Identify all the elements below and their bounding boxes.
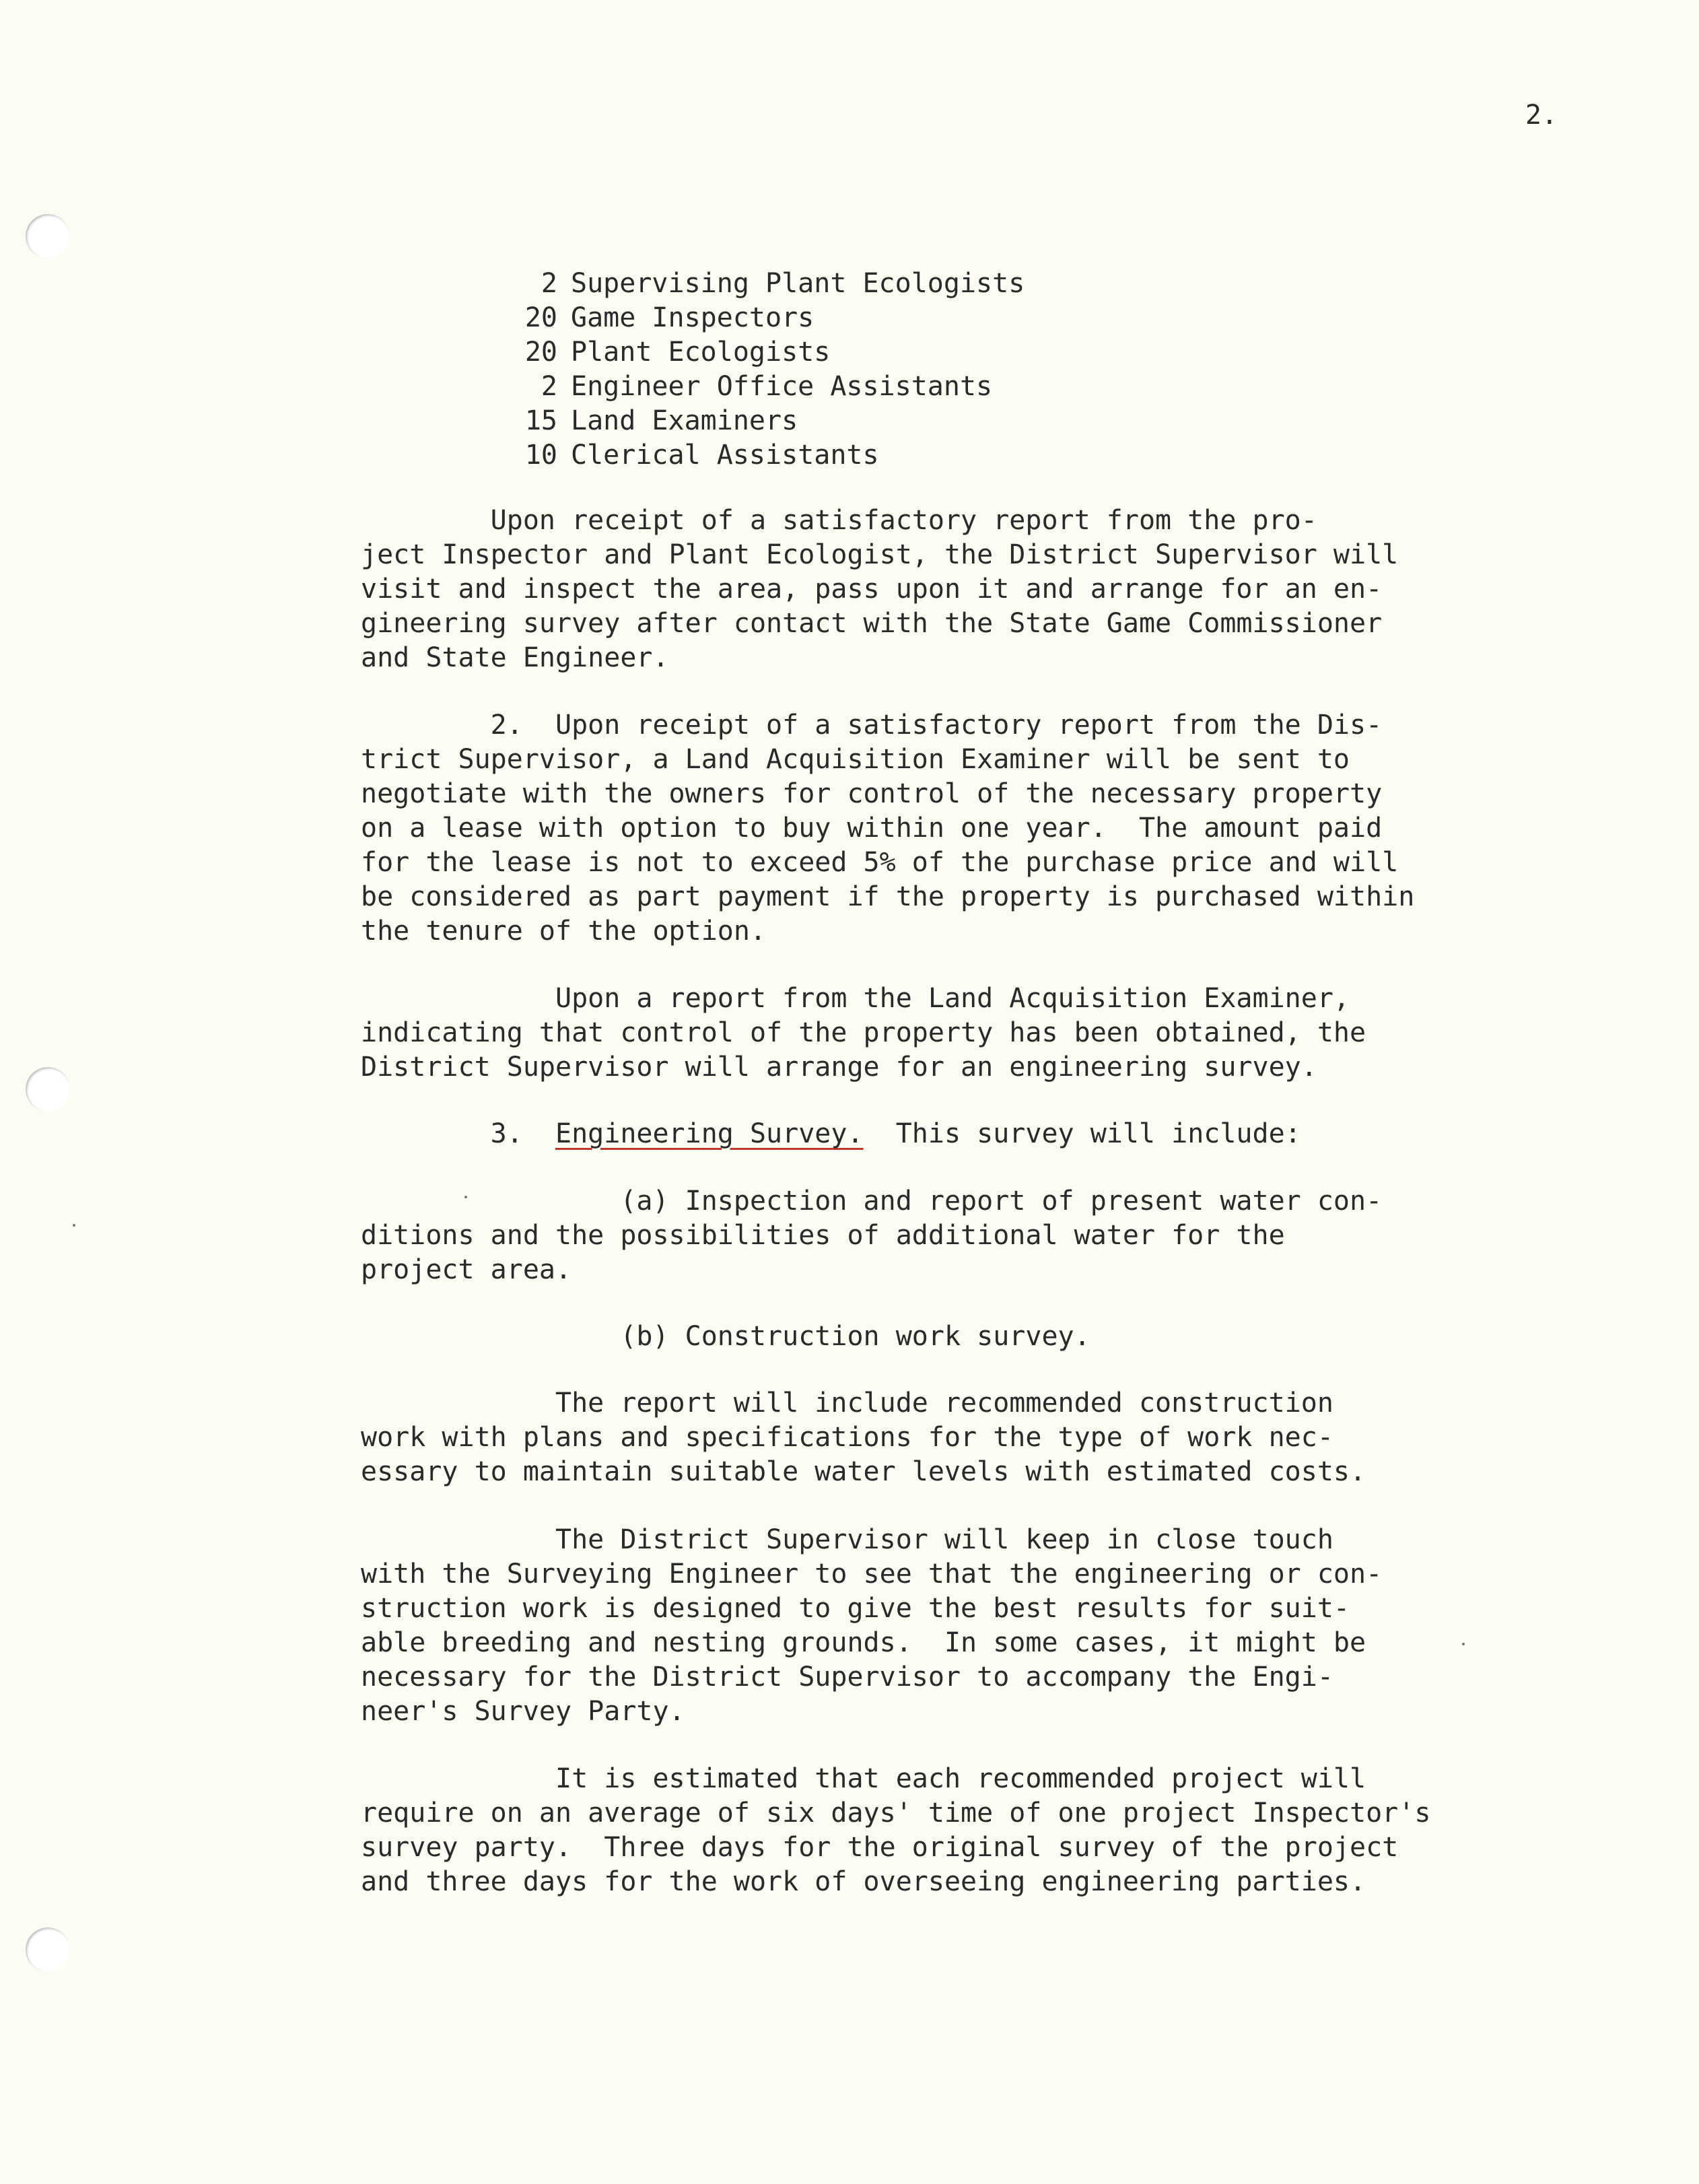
staff-list	[512, 267, 1025, 473]
paragraph-supervisor-liaison: The District Supervisor will keep in close touch with the Surveying Engineer to see that the engineering or con- struction work is designed to give the best results for suit- able breeding and nesting grounds. In some cases, it might be necessary for the District Supervisor to accompany the Engi- neer's Survey Party.	[361, 1524, 1383, 1727]
staff-title: Plant Ecologists	[571, 337, 831, 368]
staff-list-item	[512, 301, 1025, 335]
staff-title: Game Inspectors	[571, 302, 814, 333]
staff-count: 20	[524, 337, 557, 368]
section-3-heading-line	[361, 1117, 1546, 1151]
staff-list-item	[512, 438, 1025, 473]
page-number: 2.	[1525, 100, 1558, 131]
paragraph-report-contents: The report will include recommended construction work with plans and specifications for the type of work nec- essary to maintain suitable water levels with estimated costs.	[361, 1388, 1366, 1487]
punch-hole	[26, 214, 70, 259]
staff-count: 2	[541, 371, 557, 402]
staff-title: Supervising Plant Ecologists	[571, 268, 1025, 299]
staff-list-item	[512, 335, 1025, 370]
paragraph-control-obtained: Upon a report from the Land Acquisition Examiner, indicating that control of the property has been obtained, the District Supervisor will arrange for an engineering survey.	[361, 983, 1366, 1083]
section-heading-rest: This survey will include:	[863, 1118, 1301, 1149]
staff-list-item	[512, 267, 1025, 301]
staff-list-item	[512, 404, 1025, 438]
staff-count: 15	[524, 405, 557, 436]
paragraph-inspection-report: Upon receipt of a satisfactory report from the pro- ject Inspector and Plant Ecologist, the District Supervisor will visit and inspect the area, pass upon it and arrange for an en- gineering survey after contact with the State Game Commissioner and State Engineer.	[361, 505, 1399, 673]
section-heading: Engineering Survey.	[555, 1118, 864, 1149]
staff-count: 2	[541, 268, 557, 299]
staff-title: Land Examiners	[571, 405, 798, 436]
paper-speck	[73, 1224, 75, 1227]
staff-count: 10	[524, 440, 557, 471]
paragraph-item-a: (a) Inspection and report of present water con- ditions and the possibilities of additional water for the project area.	[361, 1186, 1383, 1285]
punch-hole	[26, 1067, 70, 1112]
staff-count: 20	[524, 302, 557, 333]
section-number: 3.	[361, 1118, 555, 1149]
staff-list-item	[512, 370, 1025, 404]
paragraph-item-b: (b) Construction work survey.	[361, 1321, 1090, 1352]
staff-title: Engineer Office Assistants	[571, 371, 993, 402]
staff-title: Clerical Assistants	[571, 440, 879, 471]
punch-hole	[26, 1927, 70, 1972]
paragraph-land-acquisition: 2. Upon receipt of a satisfactory report from the Dis- trict Supervisor, a Land Acquisition Examiner will be sent to negotiate with the owners for control of the necessary property on a lease with option to buy within one year. The amount paid for the lease is not to exceed 5% of the purchase price and will be considered as part payment if the property is purchased within the tenure of the option.	[361, 710, 1415, 947]
paragraph-time-estimate: It is estimated that each recommended project will require on an average of six days' time of one project Inspector's survey party. Three days for the original survey of the project and three days for the work of overseeing engineering parties.	[361, 1763, 1431, 1897]
